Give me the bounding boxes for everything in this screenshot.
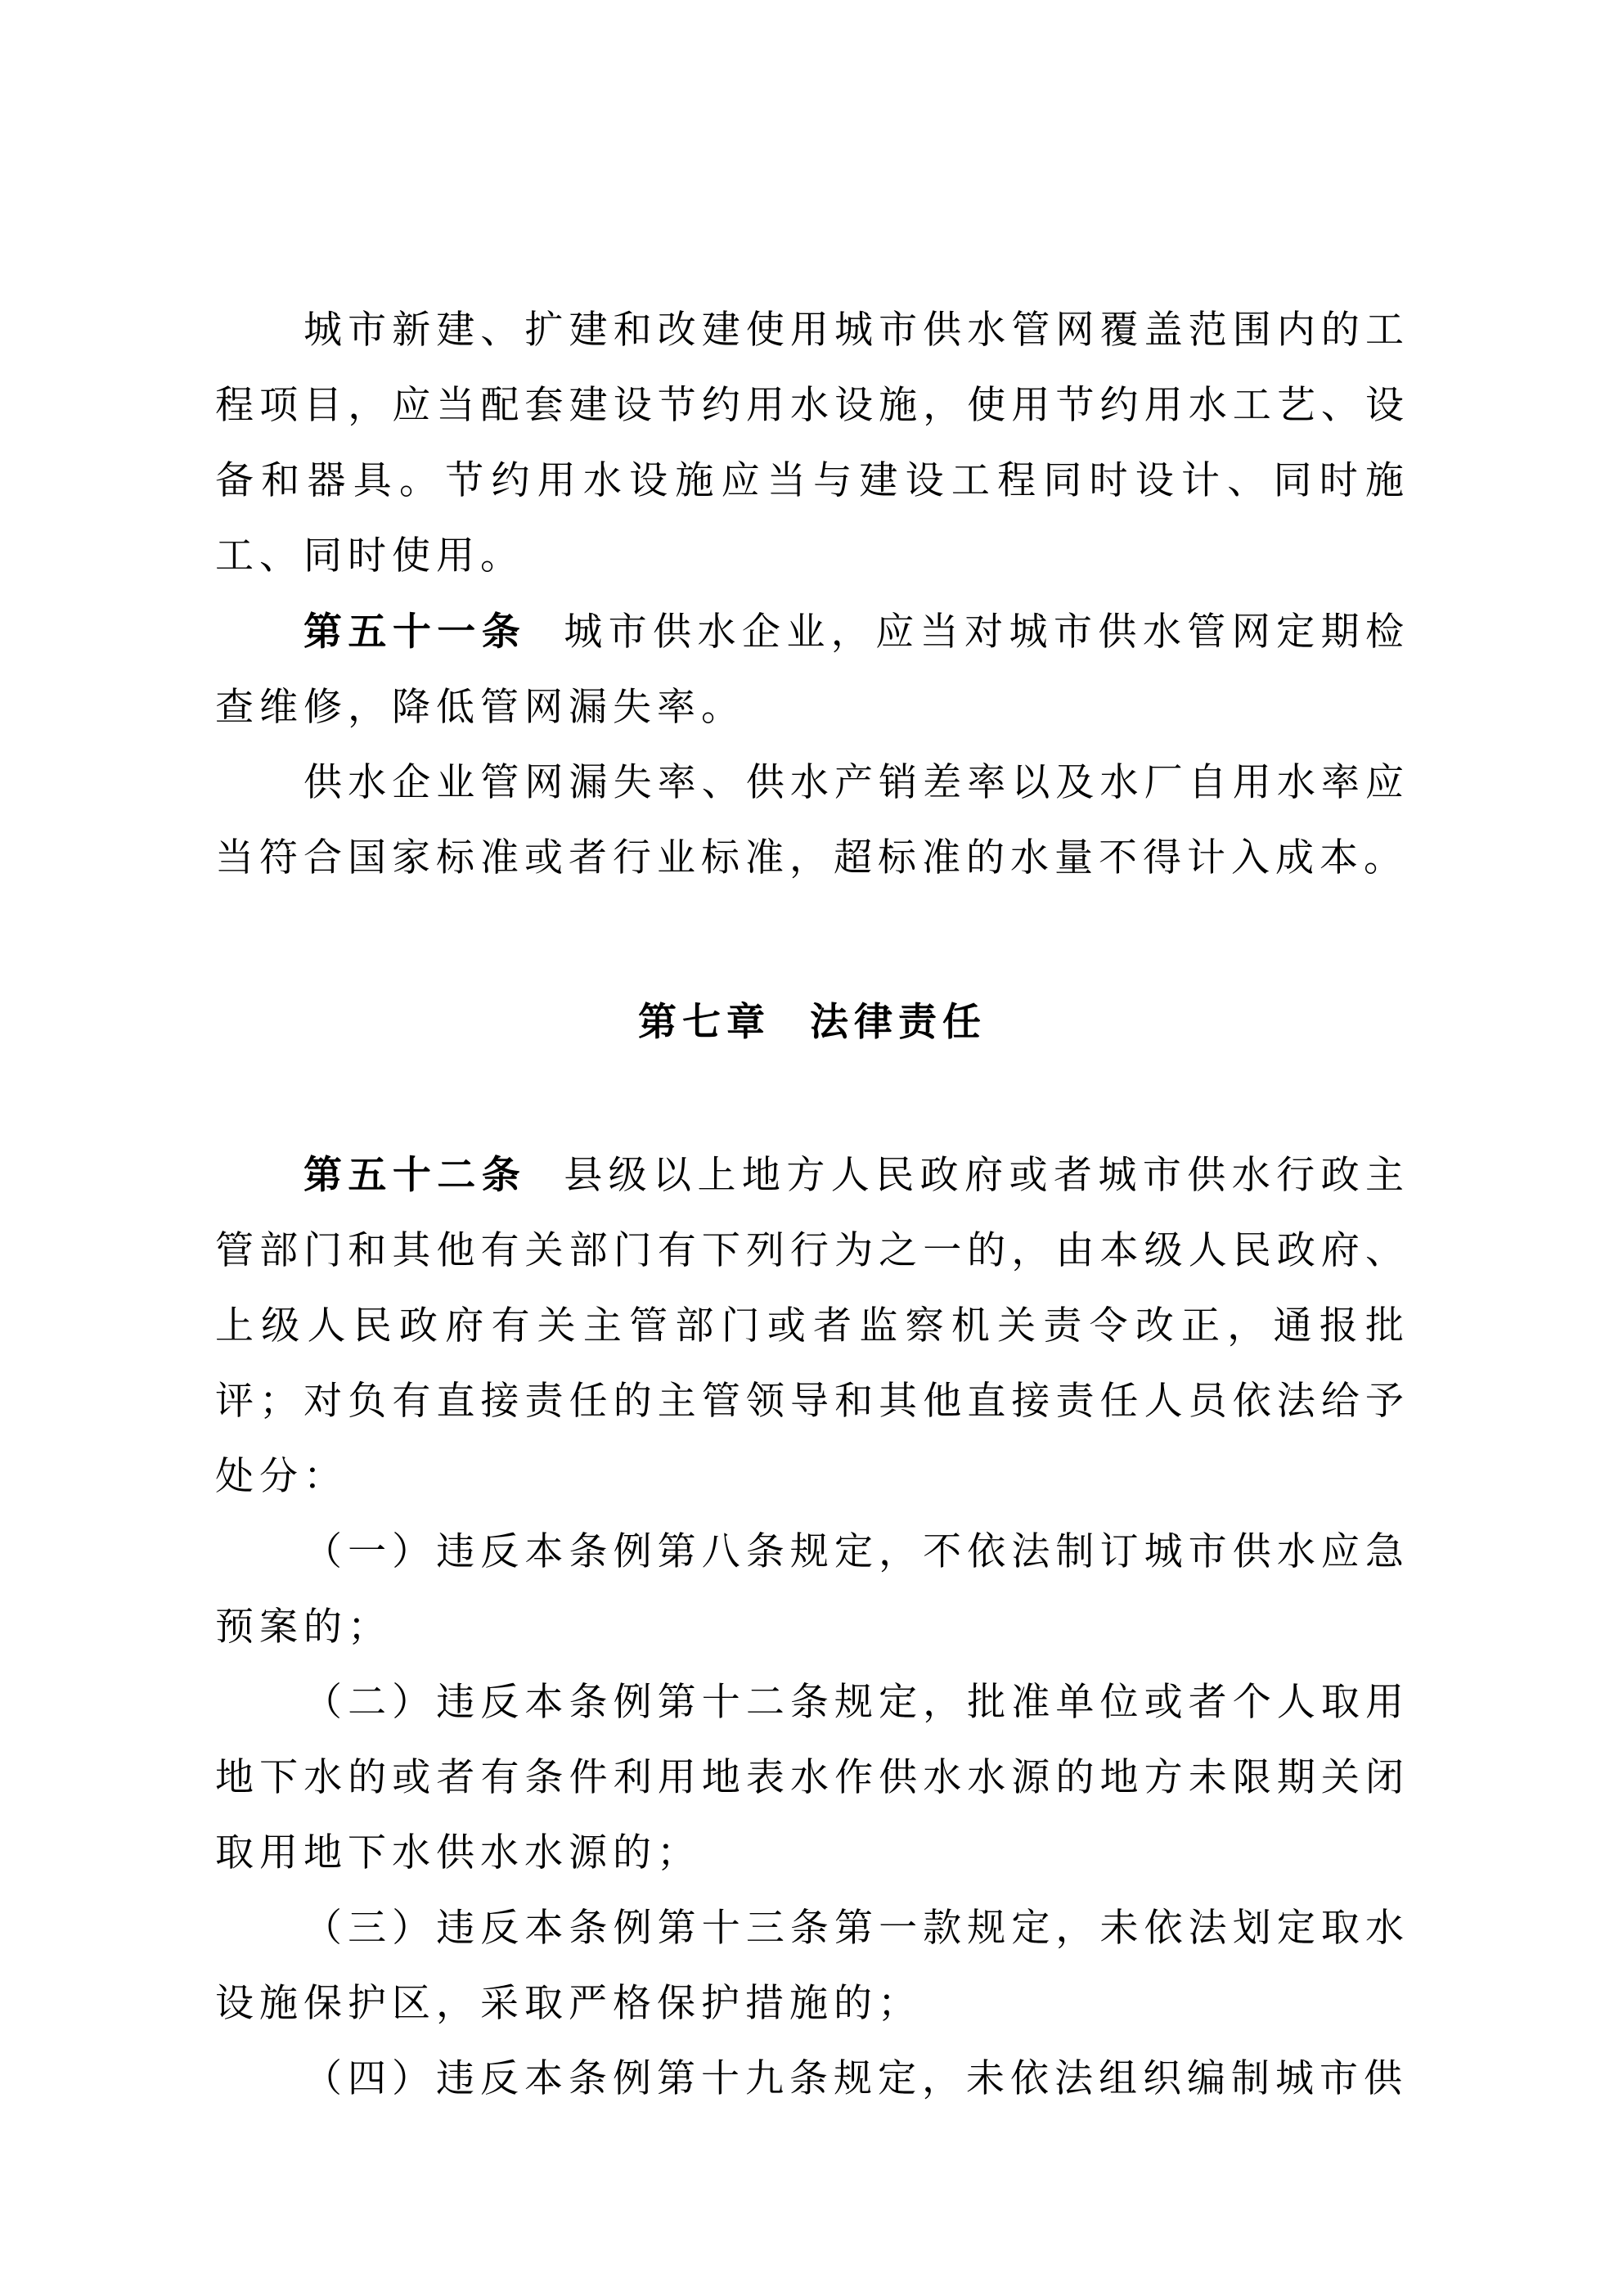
chapter-number: 第七章 — [638, 1000, 771, 1043]
article-52-number: 第五十二条 — [303, 1153, 527, 1196]
paragraph-article-51 — [215, 594, 1409, 745]
list-item-2: （二）违反本条例第十二条规定，批准单位或者个人取用地下水的或者有条件利用地表水作供水水源的地方未限期关闭取用地下水供水水源的； — [215, 1681, 1409, 1875]
chapter-heading — [215, 984, 1409, 1060]
paragraph-article-52 — [215, 1137, 1409, 1515]
article-52-text: 县级以上地方人民政府或者城市供水行政主管部门和其他有关部门有下列行为之一的，由本级人民政府、上级人民政府有关主管部门或者监察机关责令改正，通报批评；对负有直接责任的主管领导和其他直接责任人员依法给予处分： — [215, 1155, 1410, 1498]
paragraph-leakage-standard: 供水企业管网漏失率、供水产销差率以及水厂自用水率应当符合国家标准或者行业标准，超标准的水量不得计入成本。 — [215, 762, 1409, 880]
article-51-number: 第五十一条 — [303, 610, 527, 653]
paragraph-water-saving: 城市新建、扩建和改建使用城市供水管网覆盖范围内的工程项目，应当配套建设节约用水设施，使用节约用水工艺、设备和器具。节约用水设施应当与建设工程同时设计、同时施工、同时使用。 — [215, 309, 1409, 578]
article-51-text: 城市供水企业，应当对城市供水管网定期检查维修，降低管网漏失率。 — [215, 611, 1410, 729]
list-item-4: （四）违反本条例第十九条规定，未依法组织编制城市供 — [303, 2058, 1408, 2100]
document-body — [215, 293, 1409, 2117]
list-item-1: （一）违反本条例第八条规定，不依法制订城市供水应急预案的； — [215, 1531, 1409, 1649]
chapter-title: 法律责任 — [810, 1000, 987, 1043]
list-item-3: （三）违反本条例第十三条第一款规定，未依法划定取水设施保护区，采取严格保护措施的； — [215, 1907, 1409, 2025]
